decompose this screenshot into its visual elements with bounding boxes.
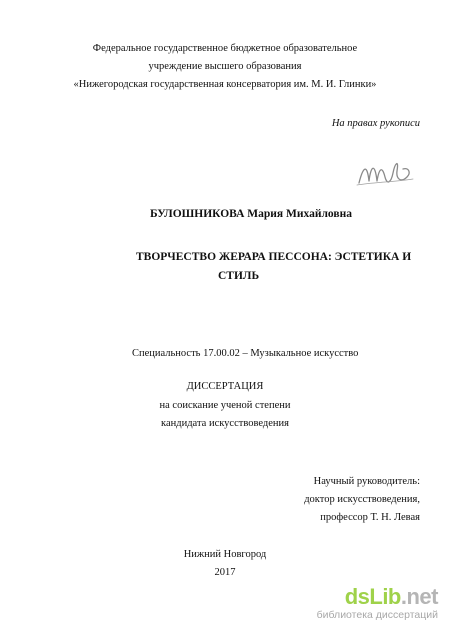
rights-note: На правах рукописи [331,118,420,129]
title-line-2: СТИЛЬ [218,270,260,282]
supervisor-name: профессор Т. Н. Левая [320,512,420,523]
dissertation-candidate-line: кандидата искусствоведения [161,418,289,429]
institution-line-1: Федеральное государственное бюджетное образовательное [92,43,358,54]
institution-line-3: «Нижегородская государственная консерватория им. М. И. Глинки» [73,79,377,90]
logo-part-ds: ds [344,584,370,609]
title-line-1: ТВОРЧЕСТВО ЖЕРАРА ПЕССОНА: ЭСТЕТИКА И [136,251,412,263]
institution-line-2: учреждение высшего образования [148,61,302,72]
supervisor-degree: доктор искусствоведения, [304,494,420,505]
dslib-logo [317,585,438,609]
supervisor-label: Научный руководитель: [313,476,420,487]
place-city: Нижний Новгород [183,549,267,560]
watermark-subtitle: библиотека диссертаций [316,609,438,621]
specialty: Специальность 17.00.02 – Музыкальное искусство [132,348,359,359]
author-name: БУЛОШНИКОВА Мария Михайловна [150,208,352,220]
logo-part-net: .net [400,584,438,609]
dissertation-degree-line: на соискание ученой степени [159,400,291,411]
logo-part-lib: Lib [369,584,401,609]
dslib-watermark [317,585,438,622]
handwritten-signature [355,155,415,189]
dissertation-label: ДИССЕРТАЦИЯ [186,381,264,392]
place-year: 2017 [214,567,236,578]
